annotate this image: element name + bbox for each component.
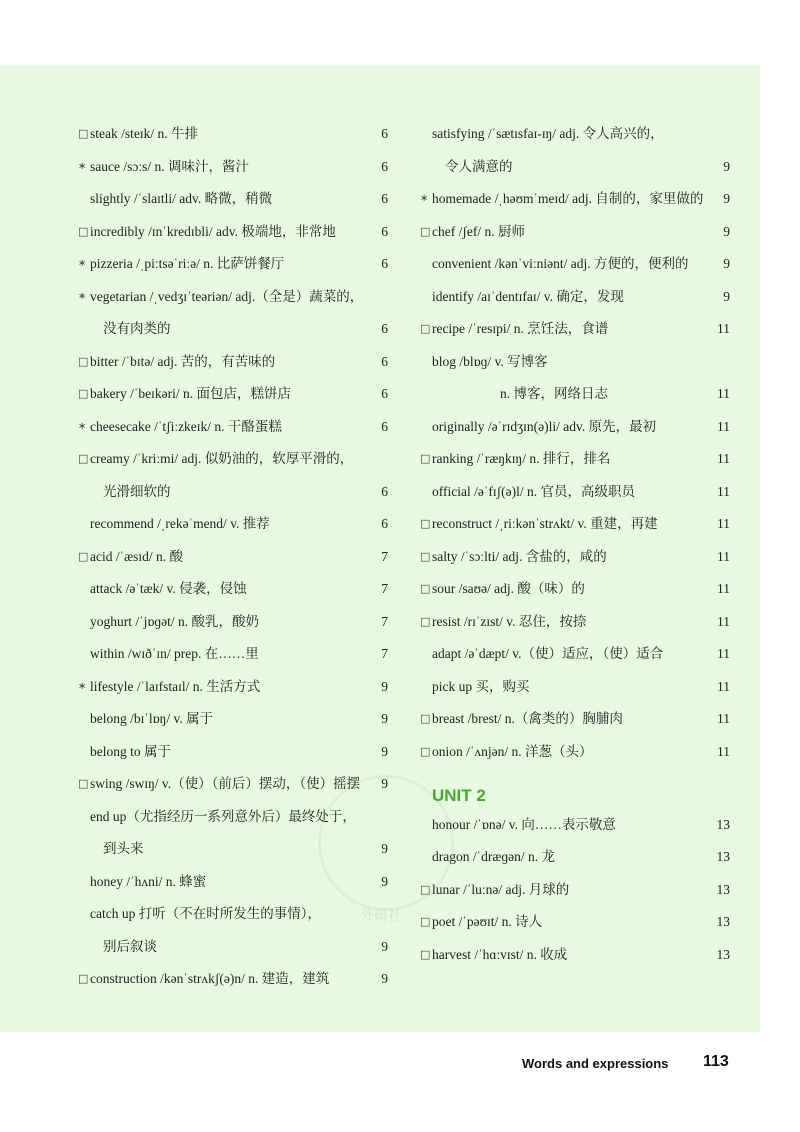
vocab-page-number: 9 (723, 256, 730, 271)
star-marker-icon: ∗ (78, 680, 87, 692)
vocab-page-number: 6 (381, 386, 388, 401)
vocab-entry (420, 606, 730, 639)
vocab-page-number: 9 (381, 841, 388, 856)
vocab-page-number: 9 (723, 288, 730, 304)
vocab-text: convenient /kənˈviːniənt/ adj. 方便的，便利的 (432, 256, 689, 271)
square-marker-icon: □ (420, 947, 431, 961)
vocab-text: ranking /ˈræŋkɪŋ/ n. 排行，排名 (432, 451, 611, 466)
square-marker-icon: □ (420, 582, 431, 595)
vocab-entry (78, 931, 388, 964)
vocab-entry (420, 216, 730, 249)
vocab-page-number: 11 (717, 386, 730, 401)
vocab-entry (78, 638, 388, 671)
vocab-page-number: 13 (716, 849, 730, 864)
vocab-entry (420, 906, 730, 939)
vocab-entry (78, 508, 388, 541)
vocab-text: sour /saʊə/ adj. 酸（味）的 (432, 581, 585, 596)
vocab-text: vegetarian /ˌvedʒɪˈteəriən/ adj.（全是）蔬菜的， (90, 288, 364, 304)
vocab-text: catch up 打听（不在时所发生的事情）， (90, 906, 321, 921)
square-marker-icon: □ (420, 614, 431, 628)
vocab-page-number: 9 (723, 191, 730, 206)
vocab-page-number: 11 (717, 418, 730, 434)
square-marker-icon: □ (420, 712, 431, 725)
vocab-text: 没有肉类的 (103, 321, 171, 336)
vocab-text: sauce /sɔːs/ n. 调味汁，酱汁 (90, 158, 249, 174)
vocab-page-number: 11 (717, 321, 730, 336)
vocab-entry (78, 118, 388, 151)
vocab-page-number: 6 (381, 418, 388, 434)
vocab-entry (78, 443, 388, 476)
square-marker-icon: □ (78, 972, 89, 985)
square-marker-icon: □ (420, 549, 431, 563)
vocab-entry (420, 541, 730, 574)
vocab-page-number: 11 (717, 451, 730, 466)
star-marker-icon: ∗ (78, 258, 87, 269)
vocab-text: adapt /əˈdæpt/ v.（使）适应，（使）适合 (432, 646, 664, 661)
vocab-text: satisfying /ˈsætɪsfaɪ-ɪŋ/ adj. 令人高兴的， (432, 126, 664, 141)
vocab-text: bitter /ˈbɪtə/ adj. 苦的，有苦味的 (90, 353, 276, 369)
vocab-text: originally /əˈrɪdʒɪn(ə)li/ adv. 原先，最初 (432, 418, 657, 434)
vocab-text: dragon /ˈdræɡən/ n. 龙 (432, 849, 555, 864)
vocab-entry (420, 281, 730, 314)
vocab-text: reconstruct /ˌriːkənˈstrʌkt/ v. 重建，再建 (432, 516, 658, 531)
vocab-page-number: 9 (381, 711, 388, 726)
vocab-entry (78, 281, 388, 314)
vocab-entry (420, 736, 730, 769)
vocab-page-number: 6 (381, 256, 388, 271)
unit2-list (420, 809, 730, 972)
vocab-text: 别后叙谈 (103, 938, 157, 954)
square-marker-icon: □ (78, 224, 89, 238)
vocab-entry (78, 248, 388, 281)
vocab-entry (78, 346, 388, 379)
vocab-page-number: 9 (381, 938, 388, 954)
square-marker-icon: □ (420, 744, 431, 758)
vocab-page-number: 6 (381, 516, 388, 531)
vocab-text: chef /ʃef/ n. 厨师 (432, 223, 525, 239)
unit1-continued-list (420, 118, 730, 768)
vocab-page-number: 11 (717, 483, 730, 499)
vocab-text: incredibly /ɪnˈkredɪbli/ adv. 极端地，非常地 (90, 223, 336, 239)
vocab-entry (78, 768, 388, 801)
vocab-page-number: 9 (381, 678, 388, 694)
square-marker-icon: □ (420, 882, 431, 896)
vocab-text: creamy /ˈkriːmi/ adj. 似奶油的，软厚平滑的， (90, 451, 354, 466)
vocab-text: 到头来 (103, 841, 144, 856)
star-marker-icon: ∗ (420, 193, 429, 204)
vocab-text: breast /brest/ n.（禽类的）胸脯肉 (432, 711, 623, 726)
vocab-page-number: 11 (717, 516, 730, 531)
vocab-page-number: 13 (716, 881, 730, 897)
vocab-entry (420, 118, 730, 151)
vocab-page-number: 7 (381, 548, 388, 564)
star-marker-icon: ∗ (78, 160, 87, 172)
vocab-text: 光滑细软的 (103, 483, 171, 499)
vocab-page-number: 7 (381, 613, 388, 629)
vocab-text: slightly /ˈslaɪtli/ adv. 略微，稍微 (90, 191, 273, 206)
vocab-page-number: 7 (381, 581, 388, 596)
vocab-page-number: 6 (381, 223, 388, 239)
vocab-text: official /əˈfɪʃ(ə)l/ n. 官员，高级职员 (432, 483, 635, 499)
vocab-text: identify /aɪˈdentɪfaɪ/ v. 确定，发现 (432, 288, 624, 304)
vocab-entry (78, 898, 388, 931)
square-marker-icon: □ (420, 322, 431, 335)
vocab-page-number: 9 (723, 158, 730, 174)
vocab-page-number: 6 (381, 191, 388, 206)
vocab-text: pizzeria /ˌpiːtsəˈriːə/ n. 比萨饼餐厅 (90, 256, 285, 271)
vocab-text: onion /ˈʌnjən/ n. 洋葱（头） (432, 743, 593, 759)
vocab-text: honour /ˈɒnə/ v. 向……表示敬意 (432, 816, 616, 832)
vocab-entry (78, 833, 388, 866)
vocab-page-number: 11 (717, 678, 730, 694)
vocab-text: acid /ˈæsɪd/ n. 酸 (90, 548, 183, 564)
vocab-page-number: 7 (381, 646, 388, 661)
vocab-entry (420, 573, 730, 606)
vocab-entry (78, 736, 388, 769)
vocab-entry (78, 801, 388, 834)
vocab-entry (78, 183, 388, 216)
unit-heading: UNIT 2 (432, 786, 486, 805)
footer-page-number: 113 (703, 1053, 729, 1070)
vocab-text: poet /ˈpəʊɪt/ n. 诗人 (432, 914, 543, 929)
vocab-entry (420, 874, 730, 907)
square-marker-icon: □ (78, 127, 89, 140)
vocab-page-number: 6 (381, 158, 388, 174)
vocab-text: cheesecake /ˈtʃiːzkeɪk/ n. 干酪蛋糕 (90, 418, 282, 434)
vocab-page-number: 6 (381, 483, 388, 499)
vocab-text: belong /bɪˈlɒŋ/ v. 属于 (90, 711, 214, 726)
vocabulary-column-left (78, 118, 388, 996)
vocab-entry (420, 411, 730, 444)
vocab-text: construction /kənˈstrʌkʃ(ə)n/ n. 建造，建筑 (90, 971, 330, 986)
vocab-page-number: 6 (381, 353, 388, 369)
vocab-entry (78, 703, 388, 736)
vocab-entry (420, 939, 730, 972)
vocab-entry (78, 671, 388, 704)
star-marker-icon: ∗ (78, 290, 87, 302)
vocab-page-number: 11 (717, 613, 730, 629)
vocab-text: lifestyle /ˈlaɪfstaɪl/ n. 生活方式 (90, 678, 261, 694)
vocab-page-number: 11 (717, 711, 730, 726)
vocab-text: end up（尤指经历一系列意外后）最终处于， (90, 808, 356, 824)
vocab-entry (78, 573, 388, 606)
vocab-entry (78, 216, 388, 249)
vocab-entry (78, 541, 388, 574)
vocab-page-number: 6 (381, 126, 388, 141)
square-marker-icon: □ (78, 549, 89, 563)
square-marker-icon: □ (420, 915, 431, 928)
vocab-text: steak /steɪk/ n. 牛排 (90, 126, 198, 141)
vocab-entry (78, 378, 388, 411)
vocab-text: 令人满意的 (445, 158, 513, 174)
square-marker-icon: □ (420, 517, 431, 530)
vocab-entry (420, 378, 730, 411)
vocab-page-number: 11 (717, 548, 730, 564)
vocab-entry (420, 809, 730, 842)
vocabulary-column-right (420, 118, 730, 971)
star-marker-icon: ∗ (78, 420, 87, 432)
vocab-text: honey /ˈhʌni/ n. 蜂蜜 (90, 873, 207, 889)
vocab-entry (420, 346, 730, 379)
vocab-text: attack /əˈtæk/ v. 侵袭，侵蚀 (90, 581, 247, 596)
vocab-entry (420, 443, 730, 476)
vocab-text: bakery /ˈbeɪkəri/ n. 面包店，糕饼店 (90, 386, 291, 401)
square-marker-icon: □ (78, 387, 89, 400)
vocab-page-number: 6 (381, 321, 388, 336)
vocab-page-number: 11 (717, 743, 730, 759)
vocab-entry (420, 508, 730, 541)
vocab-text: swing /swɪŋ/ v.（使）（前后）摆动，（使）摇摆 (90, 776, 361, 791)
vocab-entry (420, 151, 730, 184)
vocab-entry (420, 476, 730, 509)
vocab-entry (78, 606, 388, 639)
vocab-text: belong to 属于 (90, 743, 171, 759)
vocab-text: recipe /ˈresɪpi/ n. 烹饪法，食谱 (432, 321, 609, 336)
vocab-entry (420, 313, 730, 346)
vocab-text: pick up 买，购买 (432, 678, 530, 694)
vocab-text: yoghurt /ˈjɒɡət/ n. 酸乳，酸奶 (90, 613, 260, 629)
vocab-entry (420, 183, 730, 216)
vocab-text: salty /ˈsɔːlti/ adj. 含盐的，咸的 (432, 548, 607, 564)
square-marker-icon: □ (78, 777, 89, 790)
vocab-page-number: 13 (716, 914, 730, 929)
vocab-page-number: 9 (381, 743, 388, 759)
vocab-page-number: 9 (381, 776, 388, 791)
vocab-page-number: 11 (717, 646, 730, 661)
vocab-page-number: 9 (381, 971, 388, 986)
vocab-text: blog /blɒɡ/ v. 写博客 (432, 353, 548, 369)
vocab-page-number: 13 (716, 946, 730, 962)
vocab-entry (420, 671, 730, 704)
vocab-page-number: 13 (716, 816, 730, 832)
vocab-entry (78, 476, 388, 509)
vocab-page-number: 9 (381, 873, 388, 889)
vocab-entry (78, 313, 388, 346)
vocab-entry (78, 151, 388, 184)
vocab-text: harvest /ˈhɑːvɪst/ n. 收成 (432, 946, 568, 962)
watermark-text: 外研社 (360, 908, 402, 924)
vocab-entry (78, 866, 388, 899)
vocab-entry (78, 963, 388, 996)
vocab-text: homemade /ˌhəʊmˈmeɪd/ adj. 自制的，家里做的 (432, 191, 704, 206)
vocab-entry (420, 703, 730, 736)
vocab-text: lunar /ˈluːnə/ adj. 月球的 (432, 881, 570, 897)
vocab-text: resist /rɪˈzɪst/ v. 忍住，按捺 (432, 613, 587, 629)
square-marker-icon: □ (420, 224, 431, 238)
vocab-text: recommend /ˌrekəˈmend/ v. 推荐 (90, 516, 270, 531)
vocab-page-number: 9 (723, 223, 730, 239)
square-marker-icon: □ (420, 452, 431, 465)
vocab-entry (420, 248, 730, 281)
vocab-text: within /wɪðˈɪn/ prep. 在……里 (90, 646, 259, 661)
footer-section-title: Words and expressions (522, 1056, 669, 1071)
vocab-text: n. 博客，网络日志 (500, 386, 608, 401)
vocab-page-number: 11 (717, 581, 730, 596)
square-marker-icon: □ (78, 354, 89, 368)
square-marker-icon: □ (78, 452, 89, 465)
vocab-entry (78, 411, 388, 444)
vocab-entry (420, 841, 730, 874)
vocab-entry (420, 638, 730, 671)
